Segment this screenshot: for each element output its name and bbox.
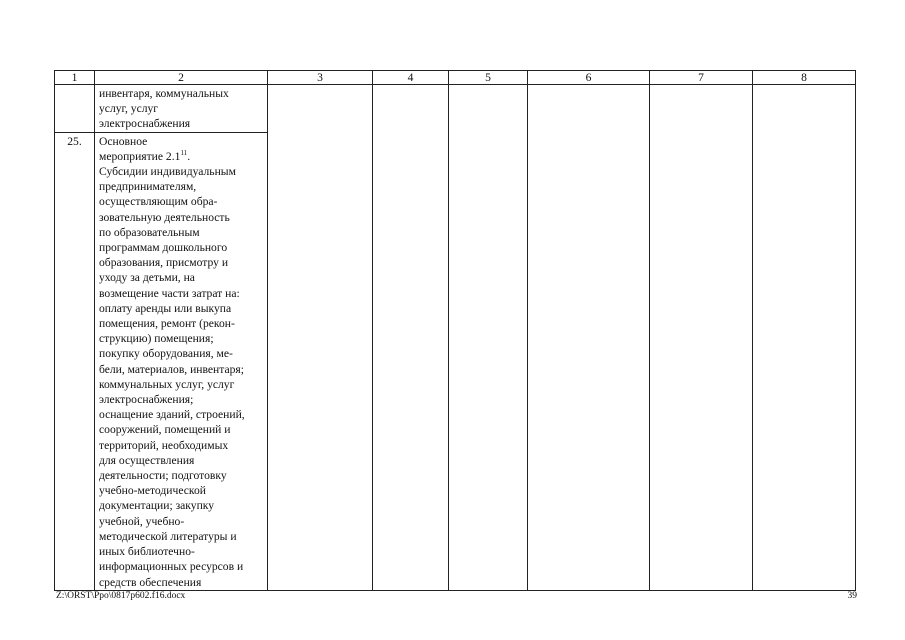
text-line: учебно-методической — [99, 484, 206, 498]
text-line: услуг, услуг — [99, 102, 159, 116]
column-header-3: 3 — [268, 71, 373, 85]
text-line: Основное — [99, 134, 148, 148]
text-line: инвентаря, коммунальных — [99, 87, 229, 100]
text-fragment: мероприятие 2.1 — [99, 149, 181, 163]
column-header-1: 1 — [55, 71, 95, 85]
value-cell-3 — [268, 85, 373, 591]
text-line: осуществляющим обра- — [99, 195, 218, 209]
text-line: коммунальных услуг, услуг — [99, 377, 235, 391]
text-line: уходу за детьми, на — [99, 271, 195, 285]
table-header-row — [55, 71, 856, 85]
text-line: территорий, необходимых — [99, 438, 229, 452]
text-line-with-footnote — [99, 149, 265, 164]
text-line: электроснабжения — [99, 117, 191, 131]
footnote-mark: 11 — [180, 148, 188, 157]
text-line: документации; закупку — [99, 499, 215, 513]
footer-file-path: Z:\ORST\Ppo\0817p602.f16.docx — [56, 591, 186, 601]
table-row-continued — [55, 85, 856, 133]
text-line: Субсидии индивидуальным — [99, 165, 236, 179]
text-line: бели, материалов, инвентаря; — [99, 362, 244, 376]
text-line: иных библиотечно- — [99, 545, 195, 559]
text-line: учебной, учебно- — [99, 514, 185, 528]
text-line: методической литературы и — [99, 529, 237, 543]
text-line: помещения, ремонт (рекон- — [99, 317, 235, 331]
description-cell — [95, 132, 268, 590]
value-cell-8 — [753, 85, 856, 591]
text-line: для осуществления — [99, 453, 195, 467]
text-line: средств обеспечения — [99, 575, 202, 589]
value-cell-4 — [373, 85, 449, 591]
column-header-7: 7 — [650, 71, 753, 85]
column-header-2: 2 — [95, 71, 268, 85]
text-fragment: . — [187, 149, 191, 163]
document-table — [54, 70, 856, 591]
text-line: деятельности; подготовку — [99, 469, 227, 483]
text-line: образования, присмотру и — [99, 256, 229, 270]
text-line: информационных ресурсов и — [99, 560, 244, 574]
column-header-6: 6 — [528, 71, 650, 85]
text-line: оплату аренды или выкупа — [99, 301, 232, 315]
row-number-cell: 25. — [55, 132, 95, 590]
text-line: зовательную деятельность — [99, 210, 230, 224]
page-number: 39 — [847, 591, 857, 601]
value-cell-6 — [528, 85, 650, 591]
column-header-4: 4 — [373, 71, 449, 85]
text-line: предпринимателям, — [99, 180, 197, 194]
text-line: оснащение зданий, строений, — [99, 408, 245, 422]
value-cell-5 — [449, 85, 528, 591]
row-number-cell — [55, 85, 95, 133]
description-cell — [95, 85, 268, 133]
text-line: покупку оборудования, ме- — [99, 347, 233, 361]
text-line: электроснабжения; — [99, 393, 194, 407]
column-header-8: 8 — [753, 71, 856, 85]
text-line: по образовательным — [99, 225, 200, 239]
text-line: программам дошкольного — [99, 241, 228, 255]
text-line: возмещение части затрат на: — [99, 286, 240, 300]
column-header-5: 5 — [449, 71, 528, 85]
text-line: сооружений, помещений и — [99, 423, 231, 437]
text-line: струкцию) помещения; — [99, 332, 214, 346]
value-cell-7 — [650, 85, 753, 591]
